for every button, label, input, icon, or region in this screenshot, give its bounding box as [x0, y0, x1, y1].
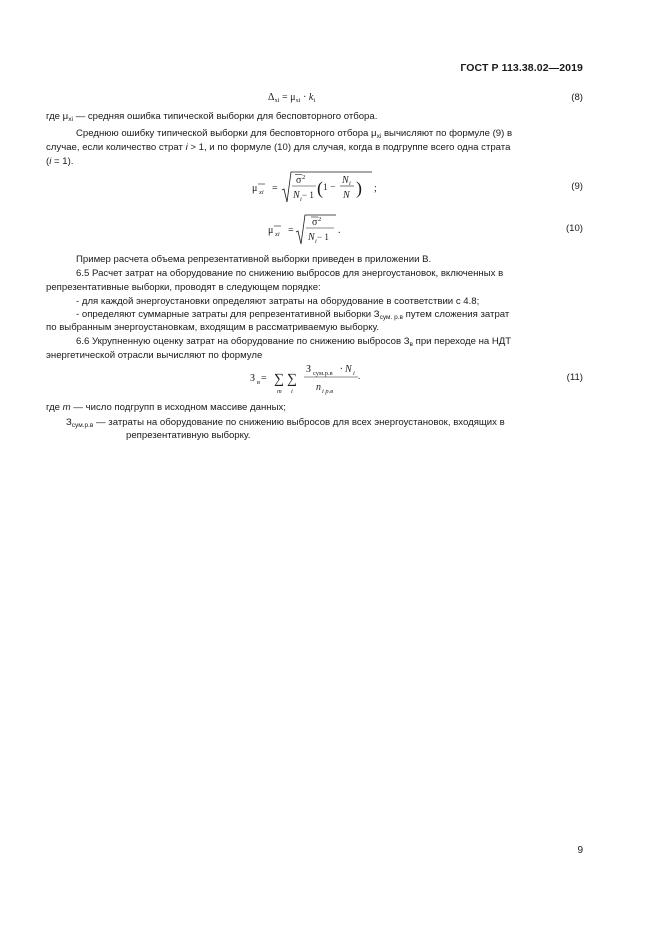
eq11-lhs: З: [250, 373, 256, 384]
eq10-sigma: σ: [312, 217, 318, 228]
eq10-equals: =: [288, 225, 294, 236]
eq11-sum-m-index: m: [277, 388, 282, 395]
where-m-definition: где m — число подгрупп в исходном массиве данных;: [46, 402, 286, 413]
eq9-N: N: [293, 190, 300, 201]
svg-text:): ): [356, 178, 362, 198]
eq9-sigma-sup: 2: [302, 174, 306, 181]
para1-line1: Среднюю ошибку типической выборки для бесповторного отбора $\mu_{xi}$ вычисляют по формуле (9) в: [76, 128, 513, 140]
eq11-lhs-sub: в: [257, 379, 261, 386]
eq11-num: З: [306, 364, 312, 375]
eq11-num-N: · N: [340, 364, 352, 375]
eq9-minus-one: − 1: [302, 190, 314, 200]
where-z-definition-line2: репрезентативную выборку.: [126, 430, 251, 441]
standard-header: ГОСТ Р 113.38.02—2019: [460, 62, 583, 74]
para66-line2: энергетической отрасли вычисляют по формуле: [46, 350, 263, 361]
para1-line3: (i = 1).: [46, 156, 74, 167]
equation-8-number: (8): [571, 92, 583, 103]
equation-9: [250, 168, 380, 208]
equation-8: $\Delta_{xi} = \mu_{xi} \cdot k_i$: [268, 92, 316, 104]
eq10-N-sub: i: [315, 238, 317, 245]
para65-line4: - определяют суммарные затраты для репрезентативной выборки $З_{сум. р.в}$ путем сложения затрат: [76, 309, 510, 321]
para65-line3: - для каждой энергоустановки определяют затраты на оборудование в соответствии с 4.8;: [76, 296, 480, 307]
eq10-mu-sub: xi: [275, 231, 280, 238]
para2: Пример расчета объема репрезентативной выборки приведен в приложении В.: [76, 254, 432, 265]
equation-10: [266, 212, 356, 248]
eq10-N: N: [308, 232, 315, 243]
eq11-den: n: [316, 382, 321, 393]
eq10-dot: .: [338, 225, 341, 236]
eq9-sigma: σ: [296, 175, 302, 186]
para65-line5: по выбранным энергоустановкам, входящим в рассматриваемую выборку.: [46, 322, 380, 333]
eq9-mu: μ: [252, 183, 258, 194]
eq11-sum-m: ∑: [274, 372, 284, 387]
para66-line1: 6.6 Укрупненную оценку затрат на оборудование по снижению выбросов $З_в$ при переходе на НДТ: [76, 336, 512, 348]
where-z-definition-line1: $З_{сум.р.в}$ — затраты на оборудование по снижению выбросов для всех энергоустановок, входящих в: [66, 417, 505, 429]
para65-line2: репрезентативные выборки, проводят в следующем порядке:: [46, 282, 321, 293]
eq11-equals: =: [261, 373, 267, 384]
eq11-sum-i-index: i: [291, 388, 293, 395]
eq9-Ni-sub: i: [349, 180, 351, 187]
eq9-semicolon: ;: [374, 183, 377, 194]
eq9-one-minus: 1 −: [323, 183, 336, 193]
para1-line2: случае, если количество страт i > 1, и по формуле (10) для случая, когда в подгруппе всего одна страта: [46, 142, 511, 153]
eq11-den-sub: i р.в: [322, 388, 334, 395]
eq10-mu: μ: [268, 225, 274, 236]
eq9-equals: =: [272, 183, 278, 194]
where-mu-definition: где $\mu_{xi}$ — средняя ошибка типической выборки для бесповторного отбора.: [46, 111, 378, 123]
eq10-sigma-sup: 2: [318, 216, 322, 223]
svg-text:(: (: [317, 178, 323, 198]
eq11-sum-i: ∑: [287, 372, 297, 387]
eq10-minus-one: − 1: [317, 232, 329, 242]
eq9-Ni: N: [342, 175, 349, 186]
eq11-num-sub: сум.р.в: [313, 370, 333, 377]
equation-11-number: (11): [566, 372, 583, 383]
para65-line1: 6.5 Расчет затрат на оборудование по снижению выбросов для энергоустановок, включенных в: [76, 268, 504, 279]
eq9-N-den: N: [343, 190, 350, 201]
equation-9-number: (9): [571, 181, 583, 192]
svg-text:.: .: [358, 371, 361, 381]
eq9-N-sub: i: [300, 196, 302, 203]
equation-10-number: (10): [565, 223, 583, 234]
eq9-mu-sub: xi: [259, 189, 264, 196]
eq11-num-N-sub: i: [353, 370, 355, 377]
equation-11: [248, 358, 378, 398]
page-number: 9: [577, 845, 583, 856]
